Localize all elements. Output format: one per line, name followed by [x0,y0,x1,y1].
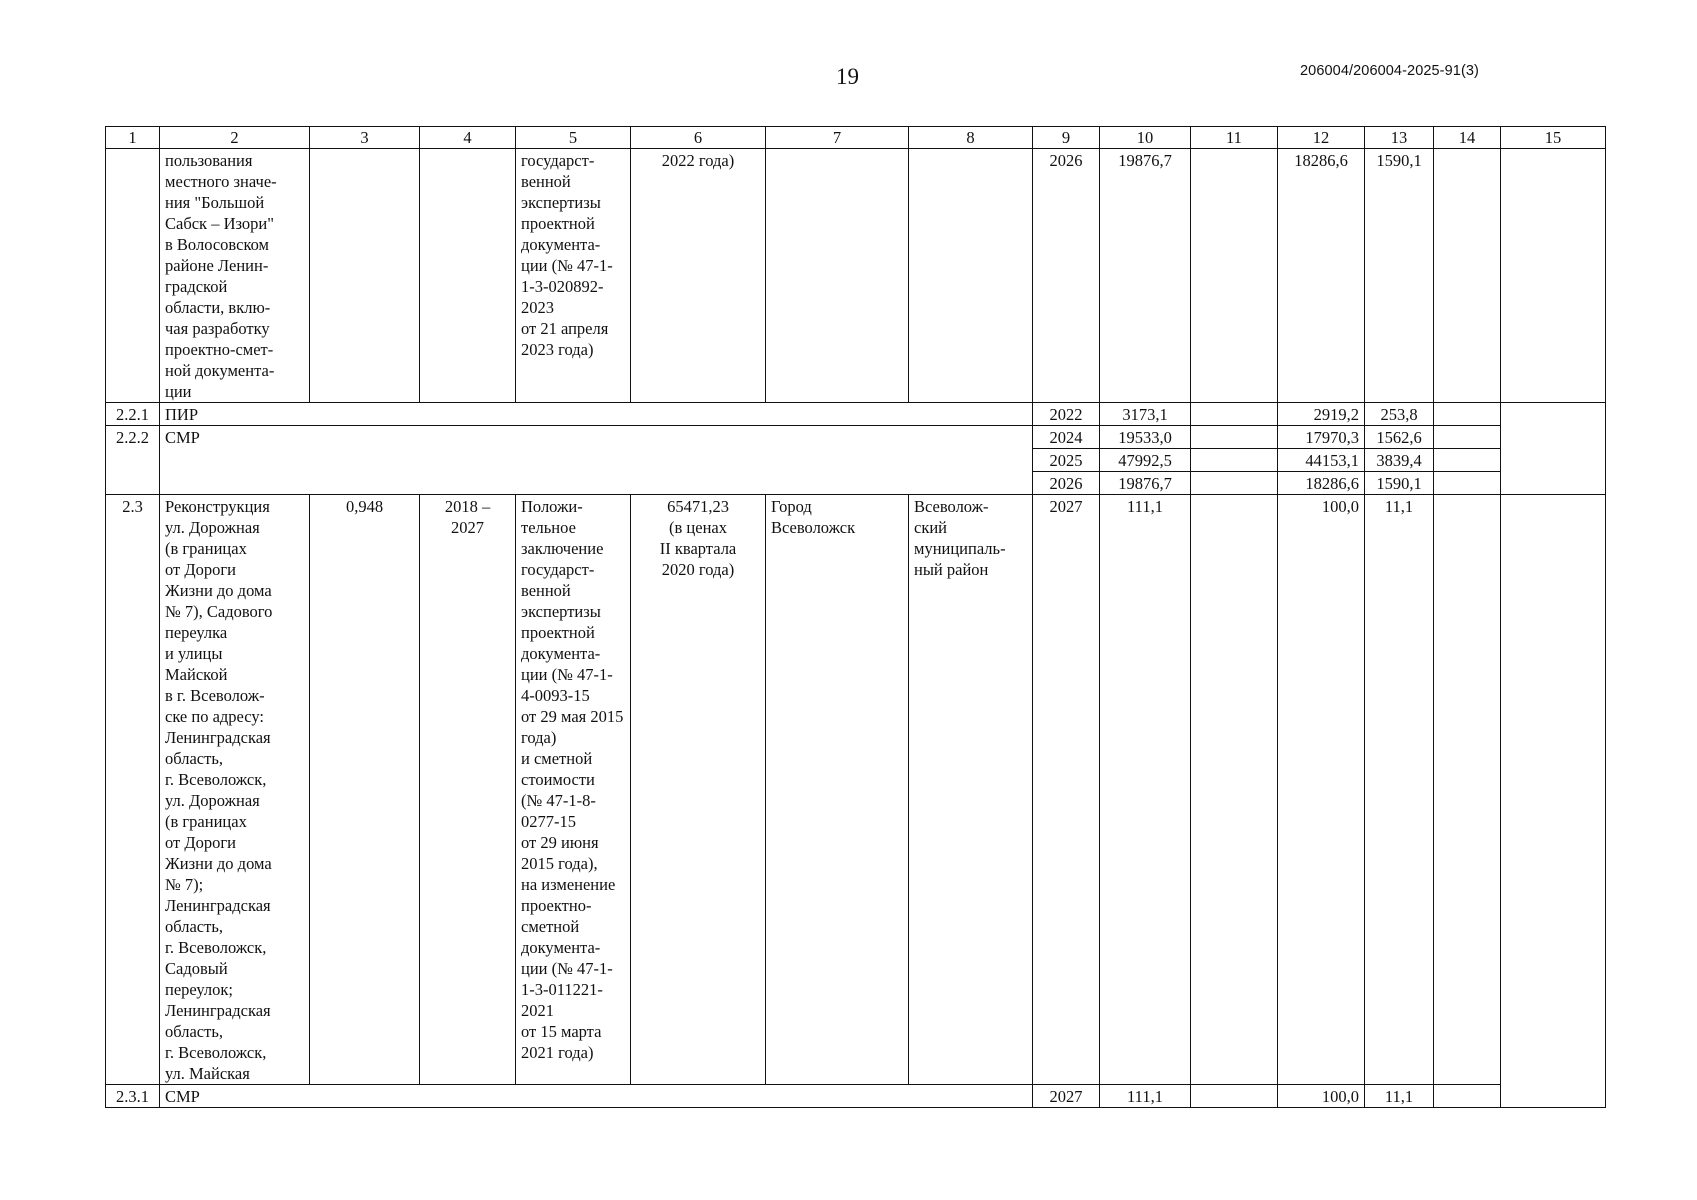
program-table [105,126,1606,1108]
page-number: 19 [836,64,859,89]
cell-empty [909,149,1033,403]
cell-empty [1191,403,1278,426]
cell-empty [1191,449,1278,472]
cell-empty [1434,149,1501,403]
district-cell: Всеволож- ский муниципаль- ный район [909,495,1033,1085]
total-cell: 3173,1 [1100,403,1191,426]
col12-cell: 17970,3 [1278,426,1365,449]
col13-cell: 253,8 [1365,403,1434,426]
col-header: 13 [1365,127,1434,149]
col-header: 8 [909,127,1033,149]
cell-empty [310,149,420,403]
total-cell: 19876,7 [1100,149,1191,403]
year-cell: 2027 [1033,495,1100,1085]
table-row [106,149,1606,403]
col-header: 4 [420,127,516,149]
cell-empty [1191,426,1278,449]
col13-cell: 11,1 [1365,495,1434,1085]
header-row [106,127,1606,149]
object-name: пользования местного значе- ния "Большой Сабск – Изори" в Волосовском районе Ленин- градской области, вклю- чая разработку проектно-смет- ной документа- ции [160,149,310,403]
col13-cell: 1590,1 [1365,472,1434,495]
col13-cell: 1590,1 [1365,149,1434,403]
row-number: 2.3 [106,495,160,1085]
table-row [106,403,1606,426]
col12-cell: 100,0 [1278,1085,1365,1108]
year-cell: 2025 [1033,449,1100,472]
year-cell: 2027 [1033,1085,1100,1108]
col13-cell: 11,1 [1365,1085,1434,1108]
cell-empty [1434,403,1501,426]
table-row [106,495,1606,1085]
col12-cell: 44153,1 [1278,449,1365,472]
year-cell: 2026 [1033,149,1100,403]
cell-empty [1434,1085,1501,1108]
cost-text: 2022 года) [631,149,766,403]
expertise-text: Положи- тельное заключение государст- венной экспертизы проектной документа- ции (№ 47-1- 4-0093-15 от 29 мая 2015 года) и сметной стоимости (№ 47-1-8- 0277-15 от 29 июня 2015 года), на изменение проектно- сметной документа- ции (№ 47-1- 1-3-011221- 2021 от 15 марта 2021 года) [516,495,631,1085]
year-cell: 2024 [1033,426,1100,449]
cell-empty [1191,495,1278,1085]
table-row [106,1085,1606,1108]
col-header: 12 [1278,127,1365,149]
locality-cell: Город Всеволожск [766,495,909,1085]
cell-empty [1501,403,1606,495]
stage-label: ПИР [160,403,1033,426]
col-header: 7 [766,127,909,149]
stage-label: СМР [160,426,1033,495]
year-cell: 2026 [1033,472,1100,495]
cell-empty [766,149,909,403]
cost-text: 65471,23 (в ценах II квартала 2020 года) [631,495,766,1085]
col13-cell: 1562,6 [1365,426,1434,449]
total-cell: 47992,5 [1100,449,1191,472]
row-number: 2.2.2 [106,426,160,495]
cell-empty [420,149,516,403]
col12-cell: 18286,6 [1278,472,1365,495]
col12-cell: 18286,6 [1278,149,1365,403]
expertise-text: государст- венной экспертизы проектной документа- ции (№ 47-1- 1-3-020892- 2023 от 21 апреля 2023 года) [516,149,631,403]
document-id: 206004/206004-2025-91(3) [1300,63,1479,79]
total-cell: 19533,0 [1100,426,1191,449]
col12-cell: 2919,2 [1278,403,1365,426]
col-header: 10 [1100,127,1191,149]
cell-empty [1191,1085,1278,1108]
cell-empty [1434,426,1501,449]
total-cell: 111,1 [1100,1085,1191,1108]
row-number: 2.3.1 [106,1085,160,1108]
col-header: 2 [160,127,310,149]
object-name: Реконструкция ул. Дорожная (в границах от Дороги Жизни до дома № 7), Садового переулка и улицы Майской в г. Всеволож- ске по адресу: Ленинградская область, г. Всеволожск, ул. Дорожная (в границах от Дороги Жизни до дома № 7); Ленинградская область, г. Всеволожск, Садовый переулок; Ленинградская область, г. Всеволожск, ул. Майская [160,495,310,1085]
cell-empty [1191,472,1278,495]
col13-cell: 3839,4 [1365,449,1434,472]
col-header: 6 [631,127,766,149]
col-header: 11 [1191,127,1278,149]
total-cell: 19876,7 [1100,472,1191,495]
period-cell: 2018 – 2027 [420,495,516,1085]
col-header: 3 [310,127,420,149]
cell-empty [1434,449,1501,472]
col-header: 14 [1434,127,1501,149]
cell-empty [1434,495,1501,1085]
cell-empty [1501,149,1606,403]
year-cell: 2022 [1033,403,1100,426]
col-header: 15 [1501,127,1606,149]
table-row [106,426,1606,449]
capacity-cell: 0,948 [310,495,420,1085]
col-header: 9 [1033,127,1100,149]
stage-label: СМР [160,1085,1033,1108]
col-header: 1 [106,127,160,149]
col12-cell: 100,0 [1278,495,1365,1085]
col-header: 5 [516,127,631,149]
cell-empty [106,149,160,403]
row-number: 2.2.1 [106,403,160,426]
cell-empty [1191,149,1278,403]
cell-empty [1501,495,1606,1108]
cell-empty [1434,472,1501,495]
total-cell: 111,1 [1100,495,1191,1085]
